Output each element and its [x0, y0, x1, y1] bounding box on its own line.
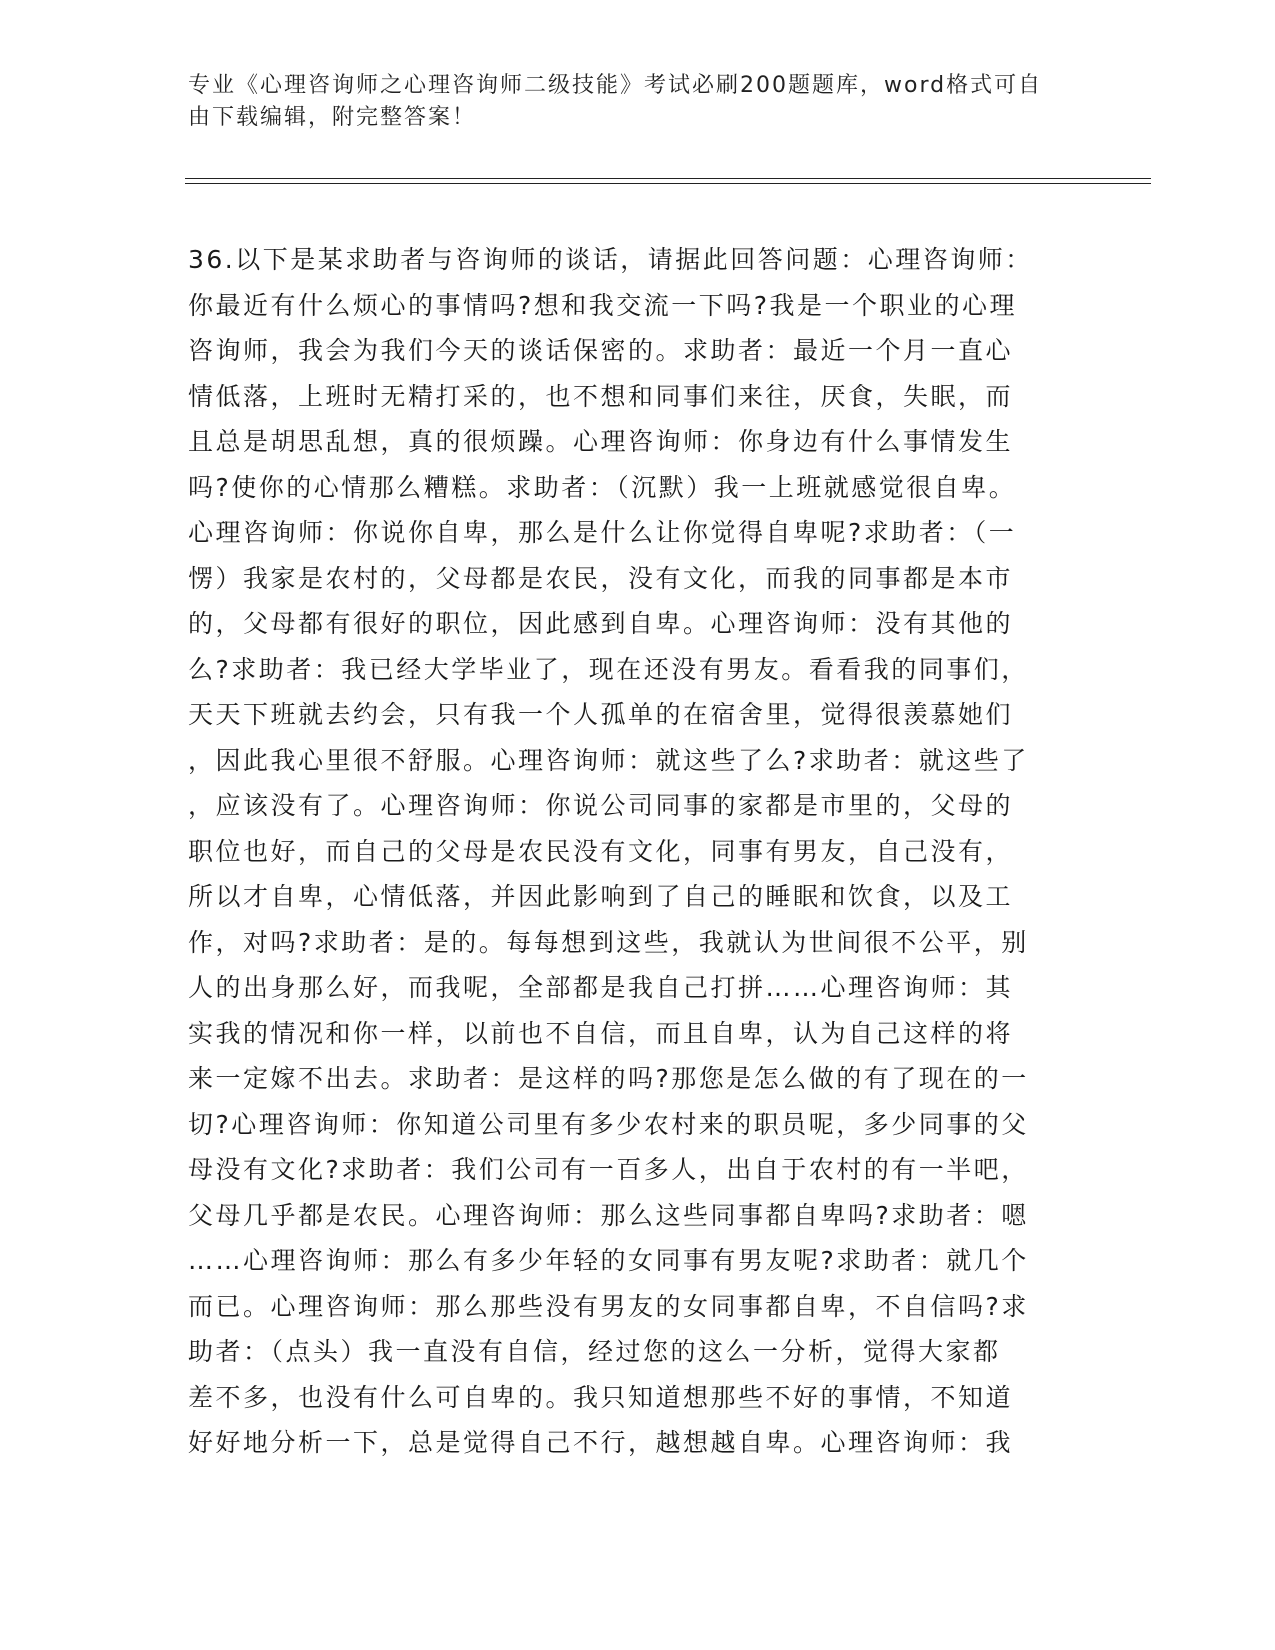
body-line: 所以才自卑，心情低落，并因此影响到了自己的睡眠和饮食，以及工: [188, 882, 1014, 911]
body-line: 助者：（点头）我一直没有自信，经过您的这么一分析，觉得大家都: [188, 1337, 1001, 1366]
body-line: 心理咨询师：你说你自卑，那么是什么让你觉得自卑呢?求助者：（一: [188, 518, 1017, 547]
body-line: 人的出身那么好，而我呢，全部都是我自己打拼……心理咨询师：其: [188, 973, 1014, 1002]
body-line: 36.以下是某求助者与咨询师的谈话，请据此回答问题：心理咨询师：: [188, 245, 1033, 274]
header-divider-top: [185, 178, 1151, 179]
page-header: [188, 70, 1068, 134]
header-divider-bottom: [185, 183, 1151, 184]
question-body: [188, 237, 1088, 1466]
body-line: 天天下班就去约会，只有我一个人孤单的在宿舍里，觉得很羡慕她们: [188, 700, 1014, 729]
body-line: ……心理咨询师：那么有多少年轻的女同事有男友呢?求助者：就几个: [188, 1246, 1029, 1275]
body-line: 咨询师，我会为我们今天的谈话保密的。求助者：最近一个月一直心: [188, 336, 1014, 365]
body-line: 来一定嫁不出去。求助者：是这样的吗?那您是怎么做的有了现在的一: [188, 1064, 1029, 1093]
body-line: 吗?使你的心情那么糟糕。求助者：（沉默）我一上班就感觉很自卑。: [188, 472, 1017, 502]
body-line: 职位也好，而自己的父母是农民没有文化，同事有男友，自己没有，: [188, 836, 1014, 866]
body-line: 作，对吗?求助者：是的。每每想到这些，我就认为世间很不公平，别: [188, 927, 1029, 957]
body-line: 你最近有什么烦心的事情吗?想和我交流一下吗?我是一个职业的心理: [188, 290, 1018, 320]
body-line: 切?心理咨询师：你知道公司里有多少农村来的职员呢，多少同事的父: [188, 1109, 1029, 1139]
body-line: 的，父母都有很好的职位，因此感到自卑。心理咨询师：没有其他的: [188, 609, 1014, 638]
body-line: 情低落，上班时无精打采的，也不想和同事们来往，厌食，失眠，而: [188, 381, 1014, 411]
header-line-1: 专业《心理咨询师之心理咨询师二级技能》考试必刷200题题库，word格式可自: [188, 73, 1043, 98]
body-line: 愣）我家是农村的，父母都是农民，没有文化，而我的同事都是本市: [188, 563, 1014, 593]
body-line: ，应该没有了。心理咨询师：你说公司同事的家都是市里的，父母的: [188, 791, 1014, 820]
body-line: 母没有文化?求助者：我们公司有一百多人，出自于农村的有一半吧，: [188, 1155, 1029, 1184]
body-line: 实我的情况和你一样，以前也不自信，而且自卑，认为自己这样的将: [188, 1018, 1014, 1048]
body-line: 好好地分析一下，总是觉得自己不行，越想越自卑。心理咨询师：我: [188, 1428, 1014, 1457]
header-line-2: 由下载编辑，附完整答案！: [188, 105, 477, 130]
body-line: ，因此我心里很不舒服。心理咨询师：就这些了么?求助者：就这些了: [188, 745, 1029, 775]
body-line: 么?求助者：我已经大学毕业了，现在还没有男友。看看我的同事们，: [188, 654, 1029, 684]
body-line: 而已。心理咨询师：那么那些没有男友的女同事都自卑，不自信吗?求: [188, 1291, 1029, 1321]
body-line: 父母几乎都是农民。心理咨询师：那么这些同事都自卑吗?求助者：嗯: [188, 1200, 1029, 1230]
body-line: 差不多，也没有什么可自卑的。我只知道想那些不好的事情，不知道: [188, 1382, 1014, 1412]
body-line: 且总是胡思乱想，真的很烦躁。心理咨询师：你身边有什么事情发生: [188, 427, 1014, 456]
